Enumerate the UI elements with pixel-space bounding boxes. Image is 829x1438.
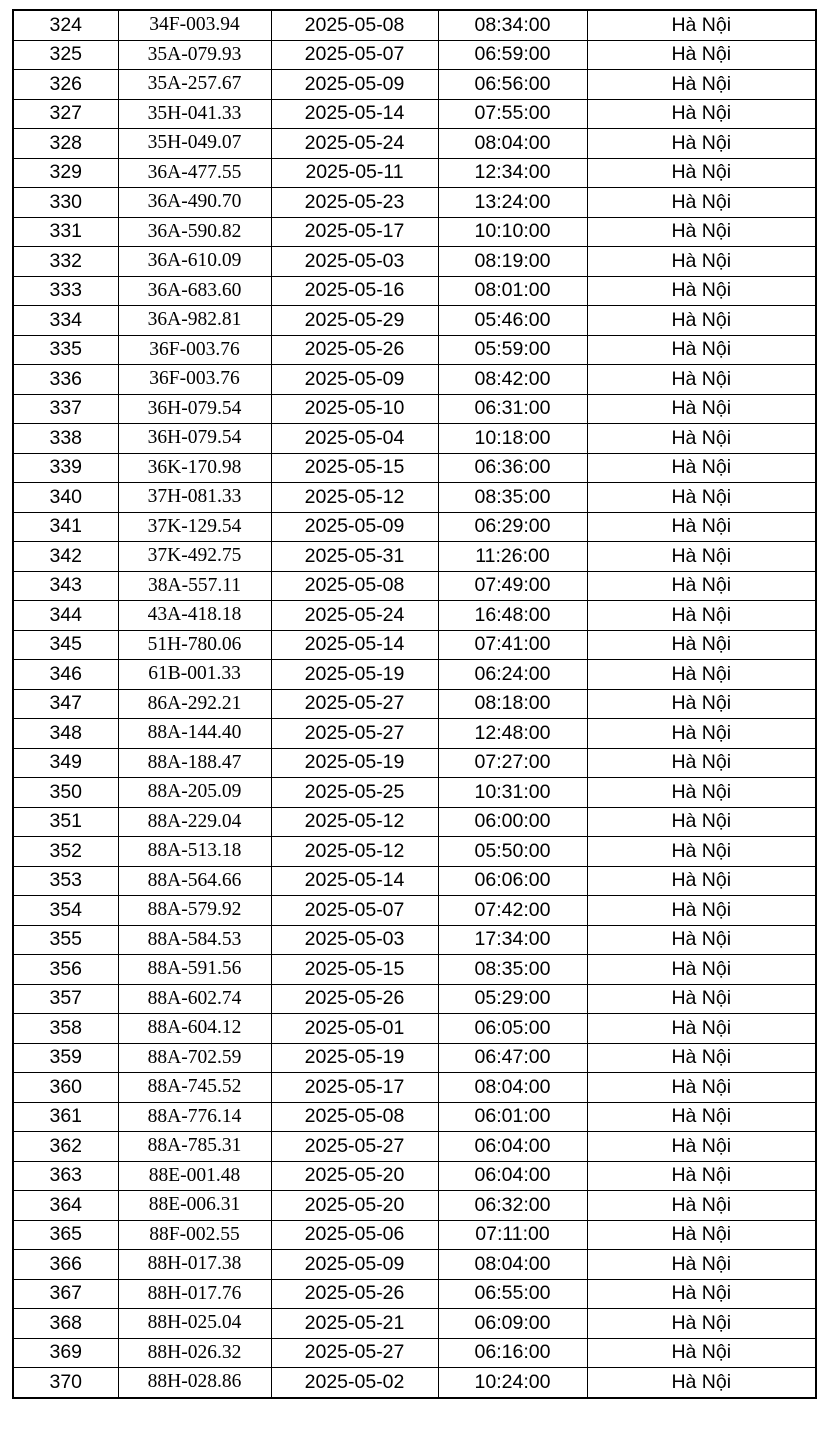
- table-row: [13, 984, 816, 1014]
- date-cell: 2025-05-27: [271, 1132, 438, 1162]
- table-row: [13, 778, 816, 808]
- location-cell: Hà Nội: [587, 158, 816, 188]
- location-cell: Hà Nội: [587, 1309, 816, 1339]
- location-cell: Hà Nội: [587, 1073, 816, 1103]
- location-cell: Hà Nội: [587, 807, 816, 837]
- location-cell: Hà Nội: [587, 866, 816, 896]
- row-number-cell: 347: [13, 689, 118, 719]
- time-cell: 06:56:00: [438, 70, 587, 100]
- date-cell: 2025-05-09: [271, 1250, 438, 1280]
- time-cell: 07:49:00: [438, 571, 587, 601]
- time-cell: 10:24:00: [438, 1368, 587, 1398]
- date-cell: 2025-05-14: [271, 99, 438, 129]
- row-number-cell: 357: [13, 984, 118, 1014]
- row-number-cell: 325: [13, 40, 118, 70]
- table-row: [13, 748, 816, 778]
- location-cell: Hà Nội: [587, 571, 816, 601]
- table-row: [13, 601, 816, 631]
- location-cell: Hà Nội: [587, 247, 816, 277]
- location-cell: Hà Nội: [587, 424, 816, 454]
- location-cell: Hà Nội: [587, 99, 816, 129]
- location-cell: Hà Nội: [587, 335, 816, 365]
- row-number-cell: 366: [13, 1250, 118, 1280]
- time-cell: 10:18:00: [438, 424, 587, 454]
- table-row: [13, 453, 816, 483]
- location-cell: Hà Nội: [587, 1043, 816, 1073]
- license-plate-cell: 36A-490.70: [118, 188, 271, 218]
- time-cell: 05:59:00: [438, 335, 587, 365]
- row-number-cell: 350: [13, 778, 118, 808]
- table-row: [13, 1279, 816, 1309]
- date-cell: 2025-05-21: [271, 1309, 438, 1339]
- table-row: [13, 660, 816, 690]
- table-row: [13, 1102, 816, 1132]
- time-cell: 06:09:00: [438, 1309, 587, 1339]
- license-plate-cell: 88A-785.31: [118, 1132, 271, 1162]
- time-cell: 08:34:00: [438, 10, 587, 40]
- date-cell: 2025-05-07: [271, 40, 438, 70]
- date-cell: 2025-05-29: [271, 306, 438, 336]
- license-plate-cell: 36K-170.98: [118, 453, 271, 483]
- table-row: [13, 394, 816, 424]
- table-row: [13, 925, 816, 955]
- license-plate-cell: 88A-579.92: [118, 896, 271, 926]
- location-cell: Hà Nội: [587, 276, 816, 306]
- time-cell: 16:48:00: [438, 601, 587, 631]
- date-cell: 2025-05-20: [271, 1161, 438, 1191]
- location-cell: Hà Nội: [587, 896, 816, 926]
- location-cell: Hà Nội: [587, 1250, 816, 1280]
- date-cell: 2025-05-15: [271, 453, 438, 483]
- license-plate-cell: 38A-557.11: [118, 571, 271, 601]
- row-number-cell: 358: [13, 1014, 118, 1044]
- time-cell: 08:18:00: [438, 689, 587, 719]
- date-cell: 2025-05-09: [271, 70, 438, 100]
- location-cell: Hà Nội: [587, 1220, 816, 1250]
- location-cell: Hà Nội: [587, 1191, 816, 1221]
- license-plate-cell: 88A-584.53: [118, 925, 271, 955]
- time-cell: 06:55:00: [438, 1279, 587, 1309]
- time-cell: 06:00:00: [438, 807, 587, 837]
- license-plate-cell: 37K-492.75: [118, 542, 271, 572]
- license-plate-cell: 88A-745.52: [118, 1073, 271, 1103]
- time-cell: 06:06:00: [438, 866, 587, 896]
- location-cell: Hà Nội: [587, 719, 816, 749]
- table-row: [13, 571, 816, 601]
- license-plate-cell: 86A-292.21: [118, 689, 271, 719]
- date-cell: 2025-05-14: [271, 630, 438, 660]
- time-cell: 08:01:00: [438, 276, 587, 306]
- date-cell: 2025-05-19: [271, 748, 438, 778]
- location-cell: Hà Nội: [587, 10, 816, 40]
- time-cell: 06:24:00: [438, 660, 587, 690]
- license-plate-cell: 88A-591.56: [118, 955, 271, 985]
- date-cell: 2025-05-20: [271, 1191, 438, 1221]
- date-cell: 2025-05-12: [271, 807, 438, 837]
- time-cell: 08:35:00: [438, 955, 587, 985]
- location-cell: Hà Nội: [587, 129, 816, 159]
- location-cell: Hà Nội: [587, 217, 816, 247]
- table-row: [13, 689, 816, 719]
- table-row: [13, 365, 816, 395]
- row-number-cell: 339: [13, 453, 118, 483]
- time-cell: 06:59:00: [438, 40, 587, 70]
- location-cell: Hà Nội: [587, 1132, 816, 1162]
- row-number-cell: 367: [13, 1279, 118, 1309]
- location-cell: Hà Nội: [587, 1161, 816, 1191]
- time-cell: 06:04:00: [438, 1161, 587, 1191]
- license-plate-cell: 88A-205.09: [118, 778, 271, 808]
- row-number-cell: 346: [13, 660, 118, 690]
- date-cell: 2025-05-26: [271, 335, 438, 365]
- location-cell: Hà Nội: [587, 1279, 816, 1309]
- location-cell: Hà Nội: [587, 689, 816, 719]
- location-cell: Hà Nội: [587, 1014, 816, 1044]
- time-cell: 08:04:00: [438, 1073, 587, 1103]
- time-cell: 11:26:00: [438, 542, 587, 572]
- row-number-cell: 340: [13, 483, 118, 513]
- license-plate-cell: 88H-025.04: [118, 1309, 271, 1339]
- date-cell: 2025-05-26: [271, 1279, 438, 1309]
- row-number-cell: 352: [13, 837, 118, 867]
- date-cell: 2025-05-15: [271, 955, 438, 985]
- location-cell: Hà Nội: [587, 1338, 816, 1368]
- table-row: [13, 1338, 816, 1368]
- row-number-cell: 338: [13, 424, 118, 454]
- row-number-cell: 369: [13, 1338, 118, 1368]
- row-number-cell: 330: [13, 188, 118, 218]
- location-cell: Hà Nội: [587, 955, 816, 985]
- time-cell: 06:04:00: [438, 1132, 587, 1162]
- table-row: [13, 807, 816, 837]
- row-number-cell: 341: [13, 512, 118, 542]
- row-number-cell: 349: [13, 748, 118, 778]
- violations-table: [12, 9, 817, 1399]
- location-cell: Hà Nội: [587, 188, 816, 218]
- table-body: [13, 10, 816, 1398]
- license-plate-cell: 35H-041.33: [118, 99, 271, 129]
- time-cell: 06:32:00: [438, 1191, 587, 1221]
- date-cell: 2025-05-24: [271, 129, 438, 159]
- license-plate-cell: 88A-564.66: [118, 866, 271, 896]
- location-cell: Hà Nội: [587, 778, 816, 808]
- row-number-cell: 362: [13, 1132, 118, 1162]
- row-number-cell: 365: [13, 1220, 118, 1250]
- row-number-cell: 361: [13, 1102, 118, 1132]
- time-cell: 08:42:00: [438, 365, 587, 395]
- table-row: [13, 99, 816, 129]
- row-number-cell: 328: [13, 129, 118, 159]
- date-cell: 2025-05-06: [271, 1220, 438, 1250]
- time-cell: 08:35:00: [438, 483, 587, 513]
- license-plate-cell: 88A-144.40: [118, 719, 271, 749]
- time-cell: 08:19:00: [438, 247, 587, 277]
- location-cell: Hà Nội: [587, 483, 816, 513]
- date-cell: 2025-05-27: [271, 719, 438, 749]
- table-row: [13, 1132, 816, 1162]
- date-cell: 2025-05-11: [271, 158, 438, 188]
- license-plate-cell: 36A-590.82: [118, 217, 271, 247]
- time-cell: 12:34:00: [438, 158, 587, 188]
- row-number-cell: 348: [13, 719, 118, 749]
- date-cell: 2025-05-12: [271, 837, 438, 867]
- time-cell: 06:36:00: [438, 453, 587, 483]
- date-cell: 2025-05-24: [271, 601, 438, 631]
- license-plate-cell: 88H-028.86: [118, 1368, 271, 1398]
- date-cell: 2025-05-09: [271, 365, 438, 395]
- date-cell: 2025-05-17: [271, 217, 438, 247]
- time-cell: 10:31:00: [438, 778, 587, 808]
- time-cell: 17:34:00: [438, 925, 587, 955]
- license-plate-cell: 37K-129.54: [118, 512, 271, 542]
- row-number-cell: 364: [13, 1191, 118, 1221]
- location-cell: Hà Nội: [587, 453, 816, 483]
- license-plate-cell: 88H-017.76: [118, 1279, 271, 1309]
- location-cell: Hà Nội: [587, 542, 816, 572]
- table-row: [13, 1220, 816, 1250]
- table-row: [13, 483, 816, 513]
- date-cell: 2025-05-14: [271, 866, 438, 896]
- row-number-cell: 334: [13, 306, 118, 336]
- license-plate-cell: 88F-002.55: [118, 1220, 271, 1250]
- date-cell: 2025-05-08: [271, 1102, 438, 1132]
- date-cell: 2025-05-03: [271, 925, 438, 955]
- license-plate-cell: 36A-683.60: [118, 276, 271, 306]
- license-plate-cell: 37H-081.33: [118, 483, 271, 513]
- row-number-cell: 337: [13, 394, 118, 424]
- time-cell: 06:05:00: [438, 1014, 587, 1044]
- time-cell: 08:04:00: [438, 129, 587, 159]
- date-cell: 2025-05-25: [271, 778, 438, 808]
- time-cell: 07:42:00: [438, 896, 587, 926]
- time-cell: 06:31:00: [438, 394, 587, 424]
- table-row: [13, 1309, 816, 1339]
- table-row: [13, 719, 816, 749]
- time-cell: 06:16:00: [438, 1338, 587, 1368]
- location-cell: Hà Nội: [587, 748, 816, 778]
- time-cell: 08:04:00: [438, 1250, 587, 1280]
- row-number-cell: 332: [13, 247, 118, 277]
- row-number-cell: 356: [13, 955, 118, 985]
- date-cell: 2025-05-19: [271, 1043, 438, 1073]
- table-row: [13, 40, 816, 70]
- location-cell: Hà Nội: [587, 837, 816, 867]
- table-row: [13, 158, 816, 188]
- date-cell: 2025-05-10: [271, 394, 438, 424]
- license-plate-cell: 36A-982.81: [118, 306, 271, 336]
- row-number-cell: 342: [13, 542, 118, 572]
- row-number-cell: 343: [13, 571, 118, 601]
- row-number-cell: 344: [13, 601, 118, 631]
- table-row: [13, 1073, 816, 1103]
- license-plate-cell: 61B-001.33: [118, 660, 271, 690]
- date-cell: 2025-05-04: [271, 424, 438, 454]
- date-cell: 2025-05-08: [271, 10, 438, 40]
- time-cell: 12:48:00: [438, 719, 587, 749]
- row-number-cell: 333: [13, 276, 118, 306]
- table-row: [13, 955, 816, 985]
- location-cell: Hà Nội: [587, 630, 816, 660]
- date-cell: 2025-05-09: [271, 512, 438, 542]
- row-number-cell: 355: [13, 925, 118, 955]
- time-cell: 13:24:00: [438, 188, 587, 218]
- row-number-cell: 354: [13, 896, 118, 926]
- row-number-cell: 329: [13, 158, 118, 188]
- table-row: [13, 1043, 816, 1073]
- table-row: [13, 335, 816, 365]
- time-cell: 06:47:00: [438, 1043, 587, 1073]
- license-plate-cell: 88A-188.47: [118, 748, 271, 778]
- row-number-cell: 324: [13, 10, 118, 40]
- table-row: [13, 896, 816, 926]
- license-plate-cell: 88A-602.74: [118, 984, 271, 1014]
- row-number-cell: 363: [13, 1161, 118, 1191]
- date-cell: 2025-05-16: [271, 276, 438, 306]
- license-plate-cell: 36F-003.76: [118, 365, 271, 395]
- location-cell: Hà Nội: [587, 1368, 816, 1398]
- date-cell: 2025-05-07: [271, 896, 438, 926]
- license-plate-cell: 35A-079.93: [118, 40, 271, 70]
- license-plate-cell: 88A-229.04: [118, 807, 271, 837]
- license-plate-cell: 35H-049.07: [118, 129, 271, 159]
- time-cell: 10:10:00: [438, 217, 587, 247]
- location-cell: Hà Nội: [587, 660, 816, 690]
- license-plate-cell: 88A-776.14: [118, 1102, 271, 1132]
- license-plate-cell: 36A-477.55: [118, 158, 271, 188]
- row-number-cell: 345: [13, 630, 118, 660]
- license-plate-cell: 88H-017.38: [118, 1250, 271, 1280]
- table-row: [13, 70, 816, 100]
- row-number-cell: 368: [13, 1309, 118, 1339]
- location-cell: Hà Nội: [587, 512, 816, 542]
- row-number-cell: 331: [13, 217, 118, 247]
- license-plate-cell: 51H-780.06: [118, 630, 271, 660]
- date-cell: 2025-05-03: [271, 247, 438, 277]
- time-cell: 06:29:00: [438, 512, 587, 542]
- table-row: [13, 1368, 816, 1398]
- location-cell: Hà Nội: [587, 925, 816, 955]
- time-cell: 07:11:00: [438, 1220, 587, 1250]
- table-row: [13, 188, 816, 218]
- table-row: [13, 424, 816, 454]
- time-cell: 05:46:00: [438, 306, 587, 336]
- date-cell: 2025-05-01: [271, 1014, 438, 1044]
- date-cell: 2025-05-31: [271, 542, 438, 572]
- license-plate-cell: 36H-079.54: [118, 394, 271, 424]
- row-number-cell: 360: [13, 1073, 118, 1103]
- license-plate-cell: 36A-610.09: [118, 247, 271, 277]
- license-plate-cell: 88A-702.59: [118, 1043, 271, 1073]
- license-plate-cell: 88A-604.12: [118, 1014, 271, 1044]
- table-row: [13, 129, 816, 159]
- time-cell: 07:55:00: [438, 99, 587, 129]
- table-row: [13, 217, 816, 247]
- table-row: [13, 630, 816, 660]
- date-cell: 2025-05-23: [271, 188, 438, 218]
- table-row: [13, 837, 816, 867]
- row-number-cell: 370: [13, 1368, 118, 1398]
- license-plate-cell: 88H-026.32: [118, 1338, 271, 1368]
- time-cell: 06:01:00: [438, 1102, 587, 1132]
- table-row: [13, 276, 816, 306]
- table-row: [13, 247, 816, 277]
- table-row: [13, 1014, 816, 1044]
- table-row: [13, 866, 816, 896]
- time-cell: 05:50:00: [438, 837, 587, 867]
- license-plate-cell: 36H-079.54: [118, 424, 271, 454]
- location-cell: Hà Nội: [587, 601, 816, 631]
- time-cell: 07:27:00: [438, 748, 587, 778]
- row-number-cell: 336: [13, 365, 118, 395]
- date-cell: 2025-05-27: [271, 1338, 438, 1368]
- time-cell: 05:29:00: [438, 984, 587, 1014]
- location-cell: Hà Nội: [587, 394, 816, 424]
- row-number-cell: 353: [13, 866, 118, 896]
- row-number-cell: 326: [13, 70, 118, 100]
- license-plate-cell: 36F-003.76: [118, 335, 271, 365]
- date-cell: 2025-05-17: [271, 1073, 438, 1103]
- table-row: [13, 1161, 816, 1191]
- license-plate-cell: 88E-006.31: [118, 1191, 271, 1221]
- table-row: [13, 1191, 816, 1221]
- row-number-cell: 335: [13, 335, 118, 365]
- date-cell: 2025-05-19: [271, 660, 438, 690]
- row-number-cell: 351: [13, 807, 118, 837]
- date-cell: 2025-05-08: [271, 571, 438, 601]
- date-cell: 2025-05-02: [271, 1368, 438, 1398]
- date-cell: 2025-05-27: [271, 689, 438, 719]
- table-row: [13, 10, 816, 40]
- location-cell: Hà Nội: [587, 70, 816, 100]
- license-plate-cell: 34F-003.94: [118, 10, 271, 40]
- table-row: [13, 512, 816, 542]
- table-row: [13, 1250, 816, 1280]
- date-cell: 2025-05-26: [271, 984, 438, 1014]
- license-plate-cell: 88A-513.18: [118, 837, 271, 867]
- row-number-cell: 327: [13, 99, 118, 129]
- location-cell: Hà Nội: [587, 984, 816, 1014]
- location-cell: Hà Nội: [587, 1102, 816, 1132]
- license-plate-cell: 88E-001.48: [118, 1161, 271, 1191]
- time-cell: 07:41:00: [438, 630, 587, 660]
- license-plate-cell: 43A-418.18: [118, 601, 271, 631]
- location-cell: Hà Nội: [587, 365, 816, 395]
- table-row: [13, 542, 816, 572]
- date-cell: 2025-05-12: [271, 483, 438, 513]
- row-number-cell: 359: [13, 1043, 118, 1073]
- table-row: [13, 306, 816, 336]
- license-plate-cell: 35A-257.67: [118, 70, 271, 100]
- location-cell: Hà Nội: [587, 40, 816, 70]
- location-cell: Hà Nội: [587, 306, 816, 336]
